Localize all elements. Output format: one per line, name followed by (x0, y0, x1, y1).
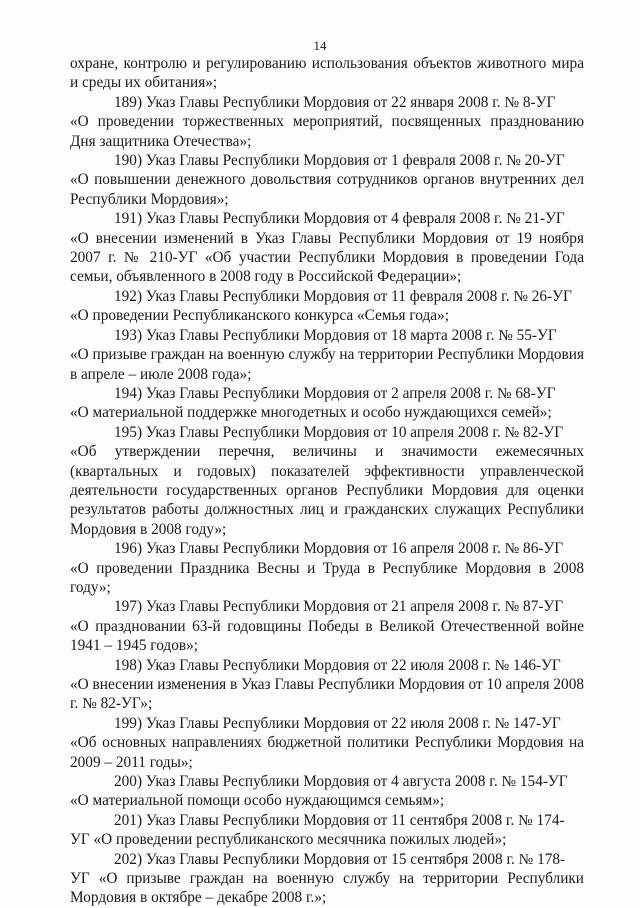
decree-title: УГ «О проведении республиканского месячника пожилых людей»; (70, 831, 507, 849)
document-body (70, 54, 584, 908)
decree-title: «О призыве граждан на военную службу на территории Республики Мордовия в апреле – июле 2008 года»; (70, 346, 584, 383)
decree-item (70, 326, 584, 384)
decree-item (70, 597, 584, 655)
decree-heading: 196) Указ Главы Республики Мордовия от 16 апреля 2008 г. № 86-УГ (114, 540, 564, 558)
decree-item (70, 656, 584, 714)
decree-title: «О материальной поддержке многодетных и особо нуждающихся семей»; (70, 404, 552, 422)
decree-item (70, 850, 584, 908)
decree-title: «О праздновании 63-й годовщины Победы в Великой Отечественной войне 1941 – 1945 годов»; (70, 617, 584, 655)
decree-item (70, 423, 584, 539)
decree-title: «Об основных направлениях бюджетной политики Республики Мордовия на 2009 – 2011 годы»; (70, 734, 584, 771)
decree-title: «О проведении Республиканского конкурса «Семья года»; (70, 307, 449, 325)
decree-heading: 192) Указ Главы Республики Мордовия от 11 февраля 2008 г. № 26-УГ (114, 287, 572, 305)
decree-heading: 191) Указ Главы Республики Мордовия от 4 февраля 2008 г. № 21-УГ (114, 210, 565, 228)
decree-heading: 200) Указ Главы Республики Мордовия от 4 августа 2008 г. № 154-УГ (114, 773, 568, 791)
decree-item (70, 539, 584, 597)
decree-item (70, 714, 584, 772)
decree-item (70, 772, 584, 811)
decree-title: «О внесении изменения в Указ Главы Республики Мордовия от 10 апреля 2008 г. № 82-УГ»; (70, 676, 584, 713)
decree-item (70, 209, 584, 287)
decree-heading: 198) Указ Главы Республики Мордовия от 22 июля 2008 г. № 146-УГ (114, 656, 561, 674)
decree-item (70, 151, 584, 209)
decree-title: «Об утверждении перечня, величины и значимости ежемесячных (квартальных и годовых) показателей эффективности управленческой деятельности государственных органов Республики Мордовия для оценки результатов работы должностных лиц и гражданских служащих Республики Мордовия в 2008 году»; (70, 443, 584, 538)
decree-item (70, 384, 584, 423)
decree-title: «О внесении изменений в Указ Главы Республики Мордовия от 19 ноября 2007 г. № 210-УГ «Об участии Республики Мордовия в проведении Года семьи, объявленного в 2008 году в Российской Федерации»; (70, 229, 584, 286)
decree-title: «О проведении торжественных мероприятий, посвященных празднованию Дня защитника Отечества»; (70, 113, 584, 150)
decree-item (70, 93, 584, 151)
decree-heading: 202) Указ Главы Республики Мордовия от 15 сентября 2008 г. № 178- (114, 850, 566, 868)
decree-title: «О проведении Праздника Весны и Труда в Республике Мордовия в 2008 году»; (70, 559, 584, 596)
decree-item (70, 811, 584, 850)
decree-title: УГ «О призыве граждан на военную службу на территории Республики Мордовия в октябре – декабре 2008 г.»; (70, 870, 584, 907)
decree-heading: 189) Указ Главы Республики Мордовия от 22 января 2008 г. № 8-УГ (114, 93, 556, 111)
decree-heading: 199) Указ Главы Республики Мордовия от 22 июля 2008 г. № 147-УГ (114, 714, 561, 732)
decree-heading: 195) Указ Главы Республики Мордовия от 10 апреля 2008 г. № 82-УГ (114, 423, 564, 441)
decree-heading: 201) Указ Главы Республики Мордовия от 11 сентября 2008 г. № 174- (114, 811, 565, 829)
intro-paragraph: охране, контролю и регулированию использования объектов животного мира и среды их обитания»; (70, 55, 584, 92)
page-number: 14 (313, 38, 327, 53)
decree-heading: 193) Указ Главы Республики Мордовия от 18 марта 2008 г. № 55-УГ (114, 326, 557, 344)
decree-title: «О материальной помощи особо нуждающимся семьям»; (70, 792, 445, 810)
decree-item (70, 287, 584, 326)
decree-heading: 197) Указ Главы Республики Мордовия от 21 апреля 2008 г. № 87-УГ (114, 598, 564, 616)
decree-heading: 190) Указ Главы Республики Мордовия от 1 февраля 2008 г. № 20-УГ (114, 152, 565, 170)
decree-title: «О повышении денежного довольствия сотрудников органов внутренних дел Республики Мордовия»; (70, 171, 584, 208)
decree-heading: 194) Указ Главы Республики Мордовия от 2 апреля 2008 г. № 68-УГ (114, 384, 556, 402)
